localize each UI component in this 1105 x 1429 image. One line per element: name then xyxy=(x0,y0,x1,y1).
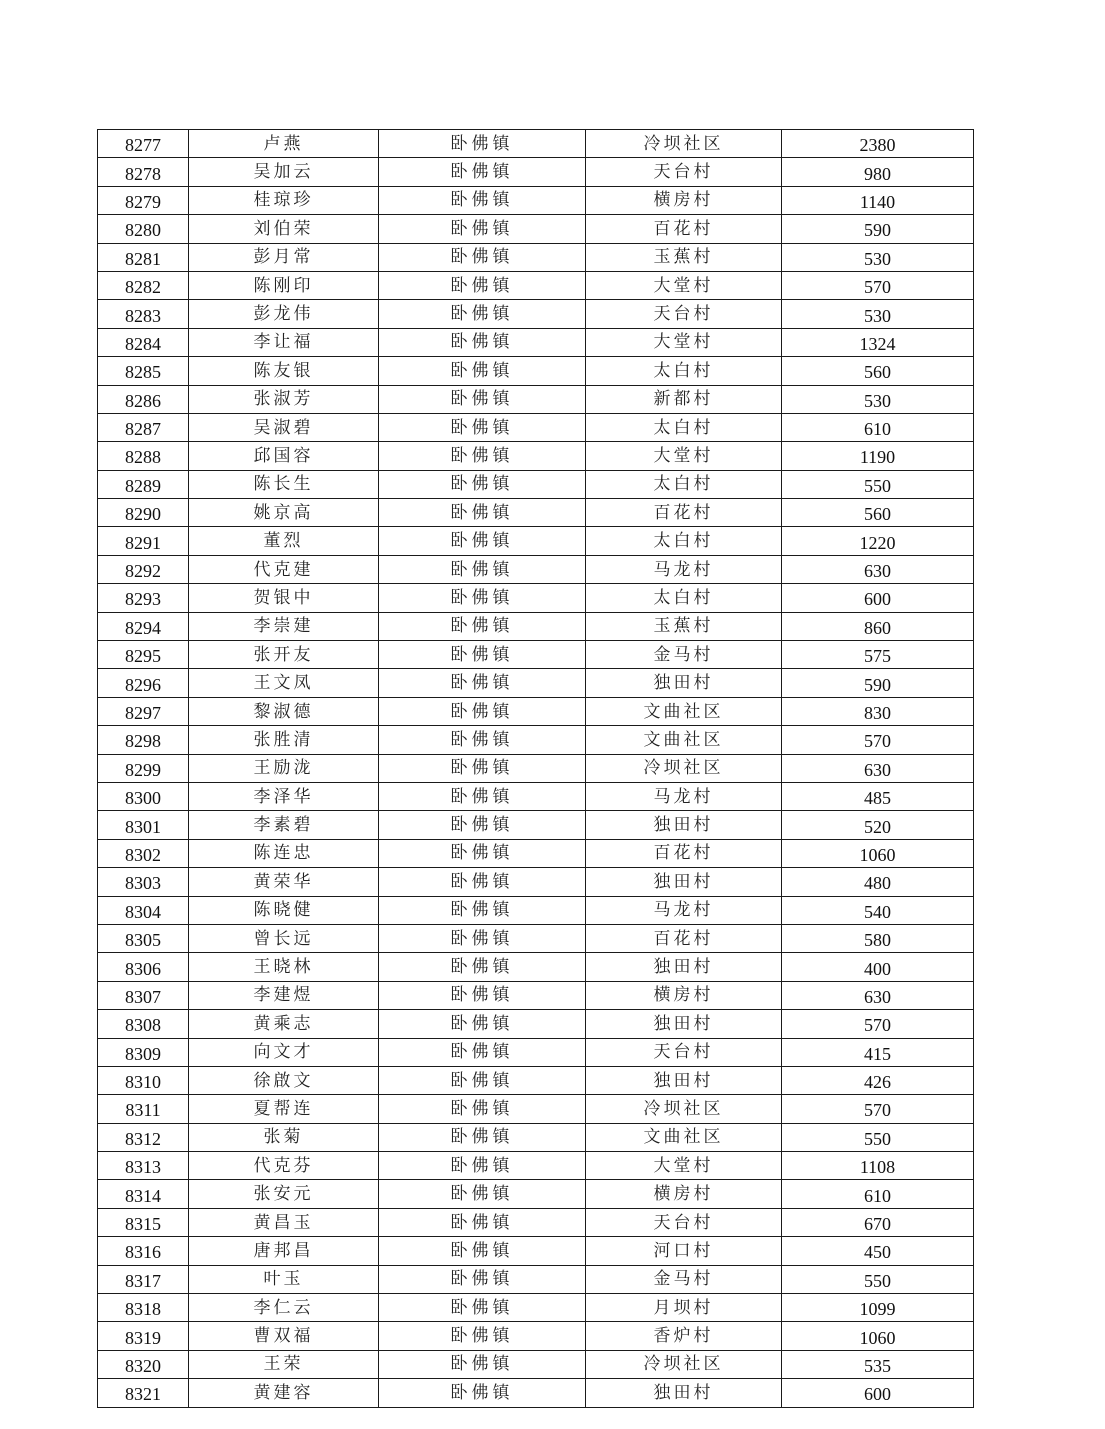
table-row xyxy=(98,385,974,413)
amount-cell: 485 xyxy=(782,782,974,810)
row-id-cell: 8279 xyxy=(98,186,189,214)
table-row xyxy=(98,896,974,924)
village-cell: 太白村 xyxy=(586,527,782,555)
table-row xyxy=(98,1010,974,1038)
amount-cell: 570 xyxy=(782,726,974,754)
town-cell: 卧佛镇 xyxy=(379,328,586,356)
table-row xyxy=(98,300,974,328)
village-cell: 独田村 xyxy=(586,868,782,896)
town-cell: 卧佛镇 xyxy=(379,981,586,1009)
village-cell: 横房村 xyxy=(586,186,782,214)
person-name-cell: 张淑芳 xyxy=(189,385,379,413)
amount-cell: 1108 xyxy=(782,1152,974,1180)
person-name-cell: 李崇建 xyxy=(189,612,379,640)
town-cell: 卧佛镇 xyxy=(379,1180,586,1208)
table-row xyxy=(98,697,974,725)
table-row xyxy=(98,924,974,952)
village-cell: 百花村 xyxy=(586,215,782,243)
village-cell: 天台村 xyxy=(586,300,782,328)
town-cell: 卧佛镇 xyxy=(379,1066,586,1094)
row-id-cell: 8296 xyxy=(98,669,189,697)
person-name-cell: 彭月常 xyxy=(189,243,379,271)
row-id-cell: 8278 xyxy=(98,158,189,186)
town-cell: 卧佛镇 xyxy=(379,215,586,243)
table-row xyxy=(98,243,974,271)
table-row xyxy=(98,357,974,385)
row-id-cell: 8320 xyxy=(98,1350,189,1378)
table-row xyxy=(98,158,974,186)
table-row xyxy=(98,1237,974,1265)
row-id-cell: 8297 xyxy=(98,697,189,725)
row-id-cell: 8315 xyxy=(98,1208,189,1236)
town-cell: 卧佛镇 xyxy=(379,1152,586,1180)
roster-table xyxy=(97,129,974,1408)
row-id-cell: 8292 xyxy=(98,555,189,583)
town-cell: 卧佛镇 xyxy=(379,612,586,640)
row-id-cell: 8321 xyxy=(98,1379,189,1407)
amount-cell: 600 xyxy=(782,1379,974,1407)
village-cell: 大堂村 xyxy=(586,328,782,356)
row-id-cell: 8317 xyxy=(98,1265,189,1293)
person-name-cell: 李让福 xyxy=(189,328,379,356)
village-cell: 独田村 xyxy=(586,1066,782,1094)
amount-cell: 1190 xyxy=(782,442,974,470)
town-cell: 卧佛镇 xyxy=(379,1237,586,1265)
amount-cell: 480 xyxy=(782,868,974,896)
village-cell: 月坝村 xyxy=(586,1294,782,1322)
town-cell: 卧佛镇 xyxy=(379,697,586,725)
person-name-cell: 李泽华 xyxy=(189,782,379,810)
row-id-cell: 8318 xyxy=(98,1294,189,1322)
village-cell: 大堂村 xyxy=(586,271,782,299)
person-name-cell: 唐邦昌 xyxy=(189,1237,379,1265)
row-id-cell: 8285 xyxy=(98,357,189,385)
person-name-cell: 刘伯荣 xyxy=(189,215,379,243)
table-row xyxy=(98,130,974,158)
town-cell: 卧佛镇 xyxy=(379,584,586,612)
amount-cell: 1060 xyxy=(782,839,974,867)
town-cell: 卧佛镇 xyxy=(379,726,586,754)
table-row xyxy=(98,499,974,527)
town-cell: 卧佛镇 xyxy=(379,782,586,810)
person-name-cell: 黄昌玉 xyxy=(189,1208,379,1236)
amount-cell: 580 xyxy=(782,924,974,952)
row-id-cell: 8277 xyxy=(98,130,189,158)
village-cell: 文曲社区 xyxy=(586,726,782,754)
amount-cell: 570 xyxy=(782,271,974,299)
town-cell: 卧佛镇 xyxy=(379,243,586,271)
person-name-cell: 吴淑碧 xyxy=(189,413,379,441)
table-row xyxy=(98,1123,974,1151)
amount-cell: 540 xyxy=(782,896,974,924)
village-cell: 太白村 xyxy=(586,584,782,612)
town-cell: 卧佛镇 xyxy=(379,442,586,470)
person-name-cell: 代克芬 xyxy=(189,1152,379,1180)
village-cell: 独田村 xyxy=(586,811,782,839)
town-cell: 卧佛镇 xyxy=(379,1294,586,1322)
row-id-cell: 8291 xyxy=(98,527,189,555)
village-cell: 大堂村 xyxy=(586,442,782,470)
town-cell: 卧佛镇 xyxy=(379,754,586,782)
town-cell: 卧佛镇 xyxy=(379,868,586,896)
table-row xyxy=(98,782,974,810)
person-name-cell: 董烈 xyxy=(189,527,379,555)
person-name-cell: 卢燕 xyxy=(189,130,379,158)
row-id-cell: 8314 xyxy=(98,1180,189,1208)
town-cell: 卧佛镇 xyxy=(379,130,586,158)
amount-cell: 520 xyxy=(782,811,974,839)
person-name-cell: 黄建容 xyxy=(189,1379,379,1407)
table-row xyxy=(98,442,974,470)
row-id-cell: 8282 xyxy=(98,271,189,299)
table-row xyxy=(98,1294,974,1322)
person-name-cell: 陈友银 xyxy=(189,357,379,385)
person-name-cell: 桂琼珍 xyxy=(189,186,379,214)
row-id-cell: 8299 xyxy=(98,754,189,782)
row-id-cell: 8312 xyxy=(98,1123,189,1151)
town-cell: 卧佛镇 xyxy=(379,1322,586,1350)
amount-cell: 570 xyxy=(782,1095,974,1123)
amount-cell: 630 xyxy=(782,981,974,1009)
town-cell: 卧佛镇 xyxy=(379,1010,586,1038)
person-name-cell: 代克建 xyxy=(189,555,379,583)
village-cell: 文曲社区 xyxy=(586,697,782,725)
amount-cell: 575 xyxy=(782,641,974,669)
row-id-cell: 8319 xyxy=(98,1322,189,1350)
amount-cell: 1099 xyxy=(782,1294,974,1322)
row-id-cell: 8308 xyxy=(98,1010,189,1038)
amount-cell: 590 xyxy=(782,669,974,697)
village-cell: 香炉村 xyxy=(586,1322,782,1350)
person-name-cell: 张安元 xyxy=(189,1180,379,1208)
amount-cell: 530 xyxy=(782,385,974,413)
village-cell: 独田村 xyxy=(586,1010,782,1038)
amount-cell: 610 xyxy=(782,413,974,441)
row-id-cell: 8313 xyxy=(98,1152,189,1180)
village-cell: 马龙村 xyxy=(586,896,782,924)
person-name-cell: 黄荣华 xyxy=(189,868,379,896)
town-cell: 卧佛镇 xyxy=(379,1123,586,1151)
person-name-cell: 曹双福 xyxy=(189,1322,379,1350)
village-cell: 独田村 xyxy=(586,1379,782,1407)
town-cell: 卧佛镇 xyxy=(379,158,586,186)
town-cell: 卧佛镇 xyxy=(379,1208,586,1236)
table-row xyxy=(98,1095,974,1123)
table-row xyxy=(98,726,974,754)
person-name-cell: 黄乘志 xyxy=(189,1010,379,1038)
row-id-cell: 8306 xyxy=(98,953,189,981)
amount-cell: 1140 xyxy=(782,186,974,214)
village-cell: 马龙村 xyxy=(586,555,782,583)
table-row xyxy=(98,1038,974,1066)
table-row xyxy=(98,1322,974,1350)
village-cell: 文曲社区 xyxy=(586,1123,782,1151)
town-cell: 卧佛镇 xyxy=(379,527,586,555)
amount-cell: 830 xyxy=(782,697,974,725)
town-cell: 卧佛镇 xyxy=(379,385,586,413)
row-id-cell: 8286 xyxy=(98,385,189,413)
person-name-cell: 李建煜 xyxy=(189,981,379,1009)
amount-cell: 1060 xyxy=(782,1322,974,1350)
table-row xyxy=(98,754,974,782)
table-row xyxy=(98,1180,974,1208)
village-cell: 百花村 xyxy=(586,924,782,952)
town-cell: 卧佛镇 xyxy=(379,1038,586,1066)
village-cell: 太白村 xyxy=(586,357,782,385)
table-row xyxy=(98,641,974,669)
person-name-cell: 陈连忠 xyxy=(189,839,379,867)
row-id-cell: 8290 xyxy=(98,499,189,527)
amount-cell: 450 xyxy=(782,1237,974,1265)
town-cell: 卧佛镇 xyxy=(379,641,586,669)
village-cell: 冷坝社区 xyxy=(586,754,782,782)
person-name-cell: 彭龙伟 xyxy=(189,300,379,328)
person-name-cell: 夏帮连 xyxy=(189,1095,379,1123)
town-cell: 卧佛镇 xyxy=(379,839,586,867)
town-cell: 卧佛镇 xyxy=(379,1379,586,1407)
table-row xyxy=(98,215,974,243)
row-id-cell: 8283 xyxy=(98,300,189,328)
table-row xyxy=(98,413,974,441)
row-id-cell: 8294 xyxy=(98,612,189,640)
amount-cell: 860 xyxy=(782,612,974,640)
village-cell: 新都村 xyxy=(586,385,782,413)
row-id-cell: 8298 xyxy=(98,726,189,754)
row-id-cell: 8311 xyxy=(98,1095,189,1123)
table-row xyxy=(98,811,974,839)
person-name-cell: 王励泷 xyxy=(189,754,379,782)
village-cell: 横房村 xyxy=(586,981,782,1009)
person-name-cell: 王晓林 xyxy=(189,953,379,981)
person-name-cell: 张菊 xyxy=(189,1123,379,1151)
row-id-cell: 8301 xyxy=(98,811,189,839)
person-name-cell: 张开友 xyxy=(189,641,379,669)
table-row xyxy=(98,868,974,896)
person-name-cell: 陈刚印 xyxy=(189,271,379,299)
table-row xyxy=(98,981,974,1009)
person-name-cell: 张胜清 xyxy=(189,726,379,754)
table-row xyxy=(98,555,974,583)
town-cell: 卧佛镇 xyxy=(379,953,586,981)
row-id-cell: 8288 xyxy=(98,442,189,470)
village-cell: 冷坝社区 xyxy=(586,1095,782,1123)
amount-cell: 415 xyxy=(782,1038,974,1066)
town-cell: 卧佛镇 xyxy=(379,669,586,697)
row-id-cell: 8304 xyxy=(98,896,189,924)
table-row xyxy=(98,186,974,214)
amount-cell: 550 xyxy=(782,1265,974,1293)
row-id-cell: 8293 xyxy=(98,584,189,612)
town-cell: 卧佛镇 xyxy=(379,357,586,385)
town-cell: 卧佛镇 xyxy=(379,1350,586,1378)
table-row xyxy=(98,1066,974,1094)
table-row xyxy=(98,953,974,981)
row-id-cell: 8307 xyxy=(98,981,189,1009)
village-cell: 独田村 xyxy=(586,669,782,697)
person-name-cell: 吴加云 xyxy=(189,158,379,186)
village-cell: 玉蕉村 xyxy=(586,612,782,640)
amount-cell: 550 xyxy=(782,470,974,498)
person-name-cell: 李素碧 xyxy=(189,811,379,839)
town-cell: 卧佛镇 xyxy=(379,924,586,952)
amount-cell: 1220 xyxy=(782,527,974,555)
amount-cell: 426 xyxy=(782,1066,974,1094)
amount-cell: 610 xyxy=(782,1180,974,1208)
town-cell: 卧佛镇 xyxy=(379,300,586,328)
amount-cell: 570 xyxy=(782,1010,974,1038)
village-cell: 玉蕉村 xyxy=(586,243,782,271)
village-cell: 太白村 xyxy=(586,470,782,498)
roster-table-body xyxy=(98,130,974,1408)
person-name-cell: 陈长生 xyxy=(189,470,379,498)
amount-cell: 550 xyxy=(782,1123,974,1151)
table-row xyxy=(98,1152,974,1180)
person-name-cell: 王文凤 xyxy=(189,669,379,697)
amount-cell: 630 xyxy=(782,555,974,583)
row-id-cell: 8303 xyxy=(98,868,189,896)
town-cell: 卧佛镇 xyxy=(379,555,586,583)
row-id-cell: 8295 xyxy=(98,641,189,669)
town-cell: 卧佛镇 xyxy=(379,896,586,924)
amount-cell: 1324 xyxy=(782,328,974,356)
town-cell: 卧佛镇 xyxy=(379,499,586,527)
table-row xyxy=(98,470,974,498)
person-name-cell: 李仁云 xyxy=(189,1294,379,1322)
amount-cell: 670 xyxy=(782,1208,974,1236)
table-row xyxy=(98,527,974,555)
row-id-cell: 8287 xyxy=(98,413,189,441)
person-name-cell: 姚京高 xyxy=(189,499,379,527)
village-cell: 天台村 xyxy=(586,158,782,186)
table-row xyxy=(98,1379,974,1407)
table-row xyxy=(98,328,974,356)
row-id-cell: 8309 xyxy=(98,1038,189,1066)
person-name-cell: 徐啟文 xyxy=(189,1066,379,1094)
amount-cell: 560 xyxy=(782,499,974,527)
person-name-cell: 邱国容 xyxy=(189,442,379,470)
village-cell: 大堂村 xyxy=(586,1152,782,1180)
person-name-cell: 王荣 xyxy=(189,1350,379,1378)
village-cell: 马龙村 xyxy=(586,782,782,810)
amount-cell: 535 xyxy=(782,1350,974,1378)
table-row xyxy=(98,839,974,867)
row-id-cell: 8289 xyxy=(98,470,189,498)
amount-cell: 530 xyxy=(782,243,974,271)
village-cell: 冷坝社区 xyxy=(586,1350,782,1378)
table-row xyxy=(98,1350,974,1378)
row-id-cell: 8310 xyxy=(98,1066,189,1094)
town-cell: 卧佛镇 xyxy=(379,1265,586,1293)
row-id-cell: 8305 xyxy=(98,924,189,952)
table-row xyxy=(98,584,974,612)
village-cell: 独田村 xyxy=(586,953,782,981)
person-name-cell: 陈晓健 xyxy=(189,896,379,924)
row-id-cell: 8284 xyxy=(98,328,189,356)
town-cell: 卧佛镇 xyxy=(379,186,586,214)
row-id-cell: 8281 xyxy=(98,243,189,271)
town-cell: 卧佛镇 xyxy=(379,413,586,441)
village-cell: 金马村 xyxy=(586,1265,782,1293)
village-cell: 横房村 xyxy=(586,1180,782,1208)
village-cell: 太白村 xyxy=(586,413,782,441)
person-name-cell: 曾长远 xyxy=(189,924,379,952)
village-cell: 百花村 xyxy=(586,839,782,867)
village-cell: 百花村 xyxy=(586,499,782,527)
amount-cell: 630 xyxy=(782,754,974,782)
village-cell: 冷坝社区 xyxy=(586,130,782,158)
person-name-cell: 黎淑德 xyxy=(189,697,379,725)
person-name-cell: 叶玉 xyxy=(189,1265,379,1293)
table-row xyxy=(98,271,974,299)
village-cell: 金马村 xyxy=(586,641,782,669)
table-row xyxy=(98,669,974,697)
amount-cell: 980 xyxy=(782,158,974,186)
village-cell: 天台村 xyxy=(586,1208,782,1236)
town-cell: 卧佛镇 xyxy=(379,811,586,839)
amount-cell: 2380 xyxy=(782,130,974,158)
village-cell: 天台村 xyxy=(586,1038,782,1066)
person-name-cell: 贺银中 xyxy=(189,584,379,612)
row-id-cell: 8300 xyxy=(98,782,189,810)
row-id-cell: 8316 xyxy=(98,1237,189,1265)
town-cell: 卧佛镇 xyxy=(379,1095,586,1123)
village-cell: 河口村 xyxy=(586,1237,782,1265)
amount-cell: 600 xyxy=(782,584,974,612)
amount-cell: 400 xyxy=(782,953,974,981)
row-id-cell: 8302 xyxy=(98,839,189,867)
row-id-cell: 8280 xyxy=(98,215,189,243)
table-row xyxy=(98,612,974,640)
town-cell: 卧佛镇 xyxy=(379,470,586,498)
amount-cell: 530 xyxy=(782,300,974,328)
amount-cell: 590 xyxy=(782,215,974,243)
table-row xyxy=(98,1208,974,1236)
table-row xyxy=(98,1265,974,1293)
town-cell: 卧佛镇 xyxy=(379,271,586,299)
amount-cell: 560 xyxy=(782,357,974,385)
person-name-cell: 向文才 xyxy=(189,1038,379,1066)
